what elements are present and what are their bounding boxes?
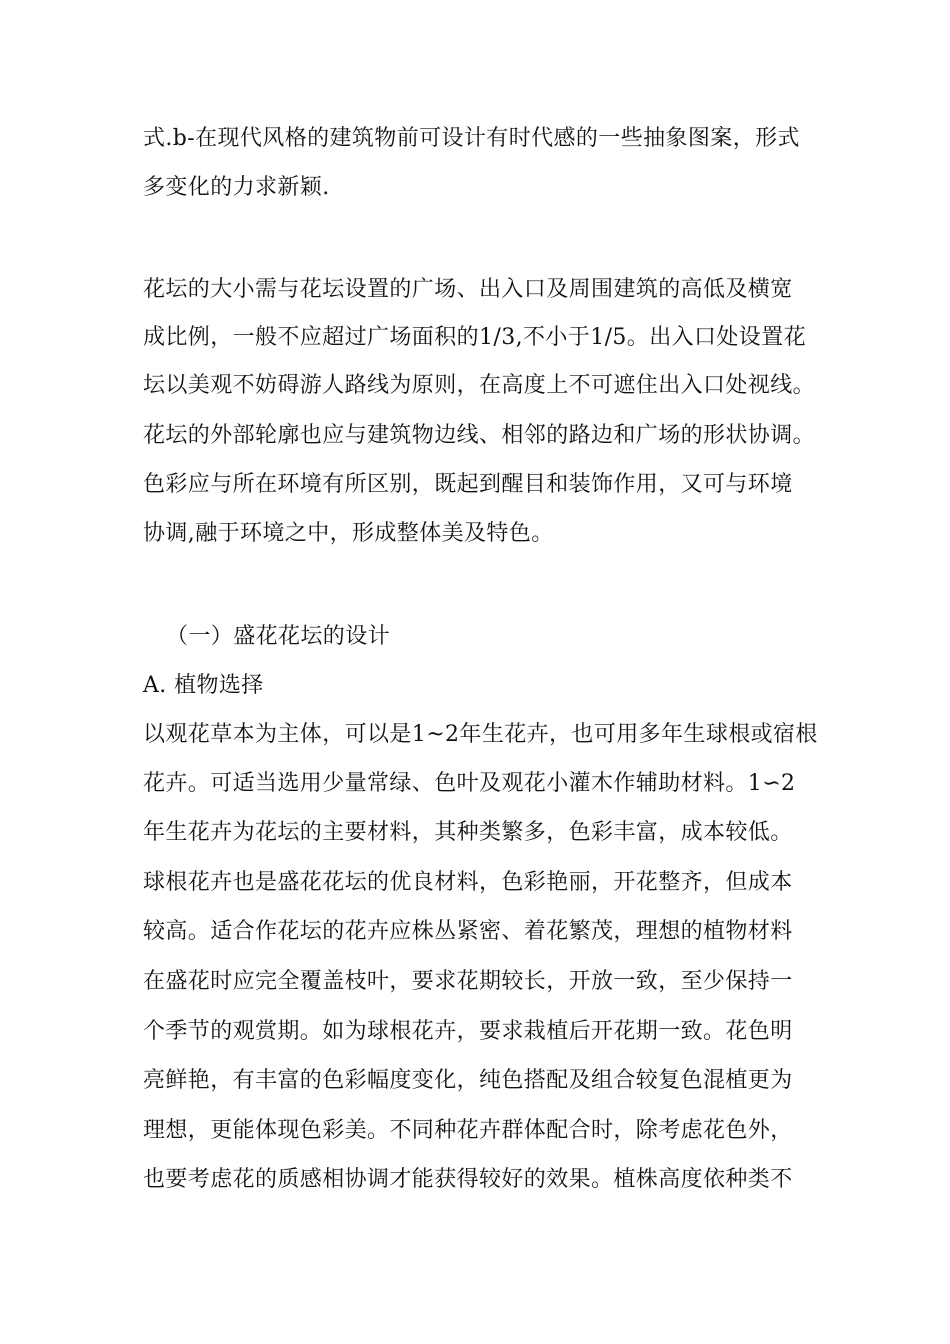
paragraph-3-line-4: 球根花卉也是盛花花坛的优良材料，色彩艳丽，开花整齐，但成本 [143,870,793,895]
paragraph-2-line-1: 花坛的大小需与花坛设置的广场、出入口及周围建筑的高低及横宽 [143,277,793,302]
paragraph-2-line-6: 协调,融于环境之中，形成整体美及特色。 [143,521,554,546]
paragraph-3-line-7: 个季节的观赏期。如为球根花卉，要求栽植后开花期一致。花色明 [143,1019,793,1044]
section-heading: （一）盛花花坛的设计 [166,624,391,649]
paragraph-2-line-5: 色彩应与所在环境有所区别，既起到醒目和装饰作用，又可与环境 [143,472,793,497]
paragraph-3-line-10: 也要考虑花的质感相协调才能获得较好的效果。植株高度依种类不 [143,1167,793,1192]
paragraph-2-line-3: 坛以美观不妨碍游人路线为原则，在高度上不可遮住出入口处视线。 [143,373,816,398]
paragraph-3-line-8: 亮鲜艳，有丰富的色彩幅度变化，纯色搭配及组合较复色混植更为 [143,1068,793,1093]
paragraph-3-line-2: 花卉。可适当选用少量常绿、色叶及观花小灌木作辅助材料。1∽2 [143,771,796,796]
paragraph-2-line-2: 成比例，一般不应超过广场面积的1/3,不小于1/5。出入口处设置花 [143,325,807,350]
paragraph-1-line-2: 多变化的力求新颖. [143,175,330,200]
paragraph-3-line-1: 以观花草本为主体，可以是1~2年生花卉，也可用多年生球根或宿根 [143,722,818,747]
paragraph-3-line-5: 较高。适合作花坛的花卉应株丛紧密、着花繁茂，理想的植物材料 [143,919,793,944]
paragraph-3-line-3: 年生花卉为花坛的主要材料，其种类繁多，色彩丰富，成本较低。 [143,820,793,845]
paragraph-3-line-6: 在盛花时应完全覆盖枝叶，要求花期较长，开放一致，至少保持一 [143,969,793,994]
subheading: A. 植物选择 [143,673,264,698]
paragraph-1-line-1: 式.b-在现代风格的建筑物前可设计有时代感的一些抽象图案，形式 [143,126,800,151]
paragraph-2-line-4: 花坛的外部轮廓也应与建筑物边线、相邻的路边和广场的形状协调。 [143,423,816,448]
paragraph-3-line-9: 理想，更能体现色彩美。不同种花卉群体配合时，除考虑花色外， [143,1118,793,1143]
